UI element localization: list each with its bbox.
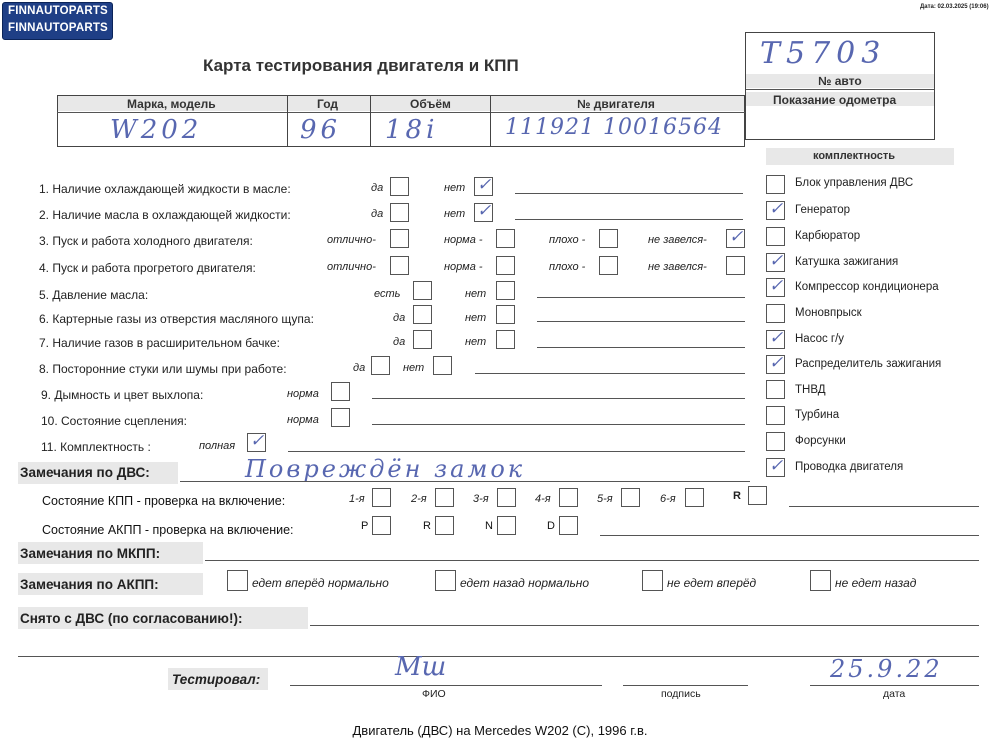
removed-line-1 [310, 625, 979, 626]
komplekt-label-ignition-coil: Катушка зажигания [795, 256, 899, 268]
komplekt-label-tnvd: ТНВД [795, 384, 826, 396]
komplekt-label-generator: Генератор [795, 204, 851, 216]
q11-full-checkbox[interactable] [247, 433, 266, 452]
akpp-label: Состояние АКПП - проверка на включение: [42, 523, 294, 537]
q8-yes-label: да [353, 362, 366, 374]
fio-caption: ФИО [422, 688, 446, 700]
q2-note-line [515, 219, 743, 220]
col-engine-number: № двигателя [577, 97, 655, 111]
q5-no-label: нет [465, 288, 487, 300]
question-3: 3. Пуск и работа холодного двигателя: [39, 234, 253, 248]
q1-no-label: нет [444, 182, 466, 194]
header-col-divider [490, 95, 491, 147]
q6-no-label: нет [465, 312, 487, 324]
q7-note-line [537, 347, 745, 348]
kpp-gear-6-label: 6-я [660, 493, 676, 505]
kpp-note-line [789, 506, 979, 507]
q2-check-mark: ✓ [477, 201, 492, 221]
q5-present-label: есть [374, 288, 401, 300]
question-9: 9. Дымность и цвет выхлопа: [41, 388, 204, 402]
komplekt-label-turbine: Турбина [795, 409, 840, 421]
q1-check-mark: ✓ [477, 175, 492, 195]
fio-line [290, 685, 602, 686]
value-model-hw: W202 [110, 115, 203, 145]
q1-yes-label: да [371, 182, 384, 194]
q8-no-label: нет [403, 362, 425, 374]
date-line [810, 685, 979, 686]
question-1: 1. Наличие охлаждающей жидкости в масле: [39, 182, 291, 196]
col-make-model: Марка, модель [127, 97, 216, 111]
komplekt-checkbox-wiring[interactable] [766, 458, 785, 477]
q6-note-line [537, 321, 745, 322]
auto-number-label: № авто [818, 74, 862, 88]
remarks-dvs-line [180, 481, 750, 482]
komplekt-checkbox-ac-compressor[interactable] [766, 278, 785, 297]
kpp-gear-1-label: 1-я [349, 493, 365, 505]
komplekt-label-distributor: Распределитель зажигания [795, 358, 942, 370]
header-col-divider [370, 95, 371, 147]
kpp-gear-2-label: 2-я [411, 493, 427, 505]
akpp-no-forward-checkbox[interactable] [642, 570, 663, 591]
q1-no-checkbox[interactable] [474, 177, 493, 196]
remarks-mkpp-label: Замечания по МКПП: [20, 546, 161, 561]
q11-note-line [288, 451, 745, 452]
komplekt-check-ignition-coil: ✓ [769, 251, 784, 271]
q2-no-label: нет [444, 208, 466, 220]
remarks-akpp-label: Замечания по АКПП: [20, 577, 159, 592]
akpp-gear-d-checkbox[interactable] [559, 516, 578, 535]
akpp-gear-n-label: N [485, 520, 493, 532]
q10-norm-checkbox[interactable] [331, 408, 350, 427]
akpp-gear-r-checkbox[interactable] [435, 516, 454, 535]
question-7: 7. Наличие газов в расширительном бачке: [39, 336, 280, 350]
question-6: 6. Картерные газы из отверстия масляного щупа: [39, 312, 314, 326]
q4-bad-label: плохо - [549, 261, 586, 273]
q8-note-line [475, 373, 745, 374]
komplekt-label-ac-compressor: Компрессор кондиционера [795, 281, 939, 293]
logo-line-1: FINNAUTOPARTS [8, 5, 108, 17]
q1-yes-checkbox[interactable] [390, 177, 409, 196]
komplekt-checkbox-turbine[interactable] [766, 406, 785, 425]
q7-no-label: нет [465, 336, 487, 348]
form-title: Карта тестирования двигателя и КПП [203, 56, 519, 75]
akpp-gear-p-checkbox[interactable] [372, 516, 391, 535]
header-row-divider [57, 112, 745, 113]
q10-norm-label: норма [287, 414, 319, 426]
komplekt-checkbox-ecu[interactable] [766, 175, 785, 194]
q7-yes-label: да [393, 336, 406, 348]
akpp-gear-d-label: D [547, 520, 555, 532]
akpp-no-forward-label: не едет вперёд [667, 576, 757, 590]
q1-note-line [515, 193, 743, 194]
question-10: 10. Состояние сцепления: [41, 414, 187, 428]
kpp-gear-3-label: 3-я [473, 493, 489, 505]
q3-bad-checkbox[interactable] [599, 229, 618, 248]
akpp-gear-n-checkbox[interactable] [497, 516, 516, 535]
tested-signature-hw: Мш [395, 652, 447, 682]
komplekt-check-ac-compressor: ✓ [769, 276, 784, 296]
sign-caption: подпись [661, 688, 701, 700]
tested-date-hw: 25.9.22 [830, 655, 943, 683]
komplekt-checkbox-tnvd[interactable] [766, 380, 785, 399]
kpp-gear-4-label: 4-я [535, 493, 551, 505]
akpp-forward-ok-checkbox[interactable] [227, 570, 248, 591]
akpp-gear-p-label: P [361, 520, 369, 532]
q4-not-started-label: не завелся- [648, 261, 707, 273]
odometer-label: Показание одометра [773, 93, 897, 107]
q3-check-mark: ✓ [729, 227, 744, 247]
q11-check-mark: ✓ [250, 431, 265, 451]
akpp-no-backward-checkbox[interactable] [810, 570, 831, 591]
q11-full-label: полная [199, 440, 236, 452]
value-engine-number-hw: 111921 10016564 [505, 115, 723, 140]
q4-normal-checkbox[interactable] [496, 256, 515, 275]
value-year-hw: 96 [300, 115, 342, 145]
q9-note-line [372, 398, 745, 399]
col-volume: Объём [410, 97, 451, 111]
q5-note-line [537, 297, 745, 298]
q6-no-checkbox[interactable] [496, 305, 515, 324]
q4-excellent-checkbox[interactable] [390, 256, 409, 275]
date-caption: дата [883, 688, 906, 700]
q9-norm-checkbox[interactable] [331, 382, 350, 401]
remarks-mkpp-line [205, 560, 979, 561]
logo-line-2: FINNAUTOPARTS [8, 22, 108, 34]
komplekt-checkbox-ignition-coil[interactable] [766, 253, 785, 272]
finnautoparts-logo [2, 2, 113, 40]
komplekt-label-ps-pump: Насос г/у [795, 333, 845, 345]
q7-yes-checkbox[interactable] [413, 330, 432, 349]
q5-present-checkbox[interactable] [413, 281, 432, 300]
komplekt-label-carburetor: Карбюратор [795, 230, 861, 242]
komplekt-label-injectors: Форсунки [795, 435, 846, 447]
header-col-divider [287, 95, 288, 147]
auto-number-hw: T5703 [760, 36, 887, 71]
q3-normal-checkbox[interactable] [496, 229, 515, 248]
removed-label: Снято с ДВС (по согласованию!): [20, 611, 243, 626]
kpp-gear-4-checkbox[interactable] [559, 488, 578, 507]
q8-no-checkbox[interactable] [433, 356, 452, 375]
akpp-backward-ok-label: едет назад нормально [460, 576, 590, 590]
q4-normal-label: норма - [444, 261, 483, 273]
komplekt-check-distributor: ✓ [769, 353, 784, 373]
question-4: 4. Пуск и работа прогретого двигателя: [39, 261, 256, 275]
kpp-gear-1-checkbox[interactable] [372, 488, 391, 507]
komplekt-checkbox-ps-pump[interactable] [766, 330, 785, 349]
q3-normal-label: норма - [444, 234, 483, 246]
question-2: 2. Наличие масла в охлаждающей жидкости: [39, 208, 291, 222]
komplekt-label-wiring: Проводка двигателя [795, 461, 904, 473]
q3-not-started-label: не завелся- [648, 234, 707, 246]
tested-label: Тестировал: [172, 672, 261, 687]
q6-yes-checkbox[interactable] [413, 305, 432, 324]
q4-excellent-label: отлично- [327, 261, 376, 273]
image-caption: Двигатель (ДВС) на Mercedes W202 (C), 1996 г.в. [352, 723, 648, 738]
komplekt-label-monoinjection: Моновпрыск [795, 307, 862, 319]
akpp-note-line [600, 535, 979, 536]
akpp-forward-ok-label: едет вперёд нормально [252, 576, 389, 590]
sign-line [623, 685, 748, 686]
kpp-gear-5-label: 5-я [597, 493, 613, 505]
kpp-gear-2-checkbox[interactable] [435, 488, 454, 507]
remarks-dvs-hw: Повреждён замок [245, 455, 526, 483]
col-year: Год [317, 97, 338, 111]
q2-yes-label: да [371, 208, 384, 220]
question-5: 5. Давление масла: [39, 288, 149, 302]
q6-yes-label: да [393, 312, 406, 324]
komplekt-checkbox-generator[interactable] [766, 201, 785, 220]
kpp-gear-6-checkbox[interactable] [685, 488, 704, 507]
komplekt-checkbox-injectors[interactable] [766, 432, 785, 451]
komplekt-label-ecu: Блок управления ДВС [795, 177, 914, 189]
q4-bad-checkbox[interactable] [599, 256, 618, 275]
komplekt-check-ps-pump: ✓ [769, 328, 784, 348]
komplekt-checkbox-carburetor[interactable] [766, 227, 785, 246]
akpp-backward-ok-checkbox[interactable] [435, 570, 456, 591]
kpp-gear-r-label: R [733, 490, 741, 502]
kpp-label: Состояние КПП - проверка на включение: [42, 494, 286, 508]
q5-no-checkbox[interactable] [496, 281, 515, 300]
q3-excellent-checkbox[interactable] [390, 229, 409, 248]
question-8: 8. Посторонние стуки или шумы при работе: [39, 362, 287, 376]
q8-yes-checkbox[interactable] [371, 356, 390, 375]
value-volume-hw: 18i [385, 115, 439, 145]
q3-bad-label: плохо - [549, 234, 586, 246]
q2-no-checkbox[interactable] [474, 203, 493, 222]
komplekt-check-wiring: ✓ [769, 456, 784, 476]
auto-divider [746, 89, 934, 90]
remarks-dvs-label: Замечания по ДВС: [20, 465, 150, 480]
q7-no-checkbox[interactable] [496, 330, 515, 349]
q9-norm-label: норма [287, 388, 319, 400]
akpp-gear-r-label: R [423, 520, 431, 532]
kpp-gear-3-checkbox[interactable] [497, 488, 516, 507]
komplekt-title: комплектность [813, 150, 896, 162]
q2-yes-checkbox[interactable] [390, 203, 409, 222]
kpp-gear-5-checkbox[interactable] [621, 488, 640, 507]
q3-not-started-checkbox[interactable] [726, 229, 745, 248]
komplekt-check-generator: ✓ [769, 199, 784, 219]
q4-not-started-checkbox[interactable] [726, 256, 745, 275]
q3-excellent-label: отлично- [327, 234, 376, 246]
kpp-gear-r-checkbox[interactable] [748, 486, 767, 505]
akpp-no-backward-label: не едет назад [835, 576, 917, 590]
q10-note-line [372, 424, 745, 425]
komplekt-checkbox-distributor[interactable] [766, 355, 785, 374]
question-11: 11. Комплектность : [41, 440, 151, 454]
scan-date: Дата: 02.03.2025 (19:06) [920, 4, 989, 10]
komplekt-checkbox-monoinjection[interactable] [766, 304, 785, 323]
